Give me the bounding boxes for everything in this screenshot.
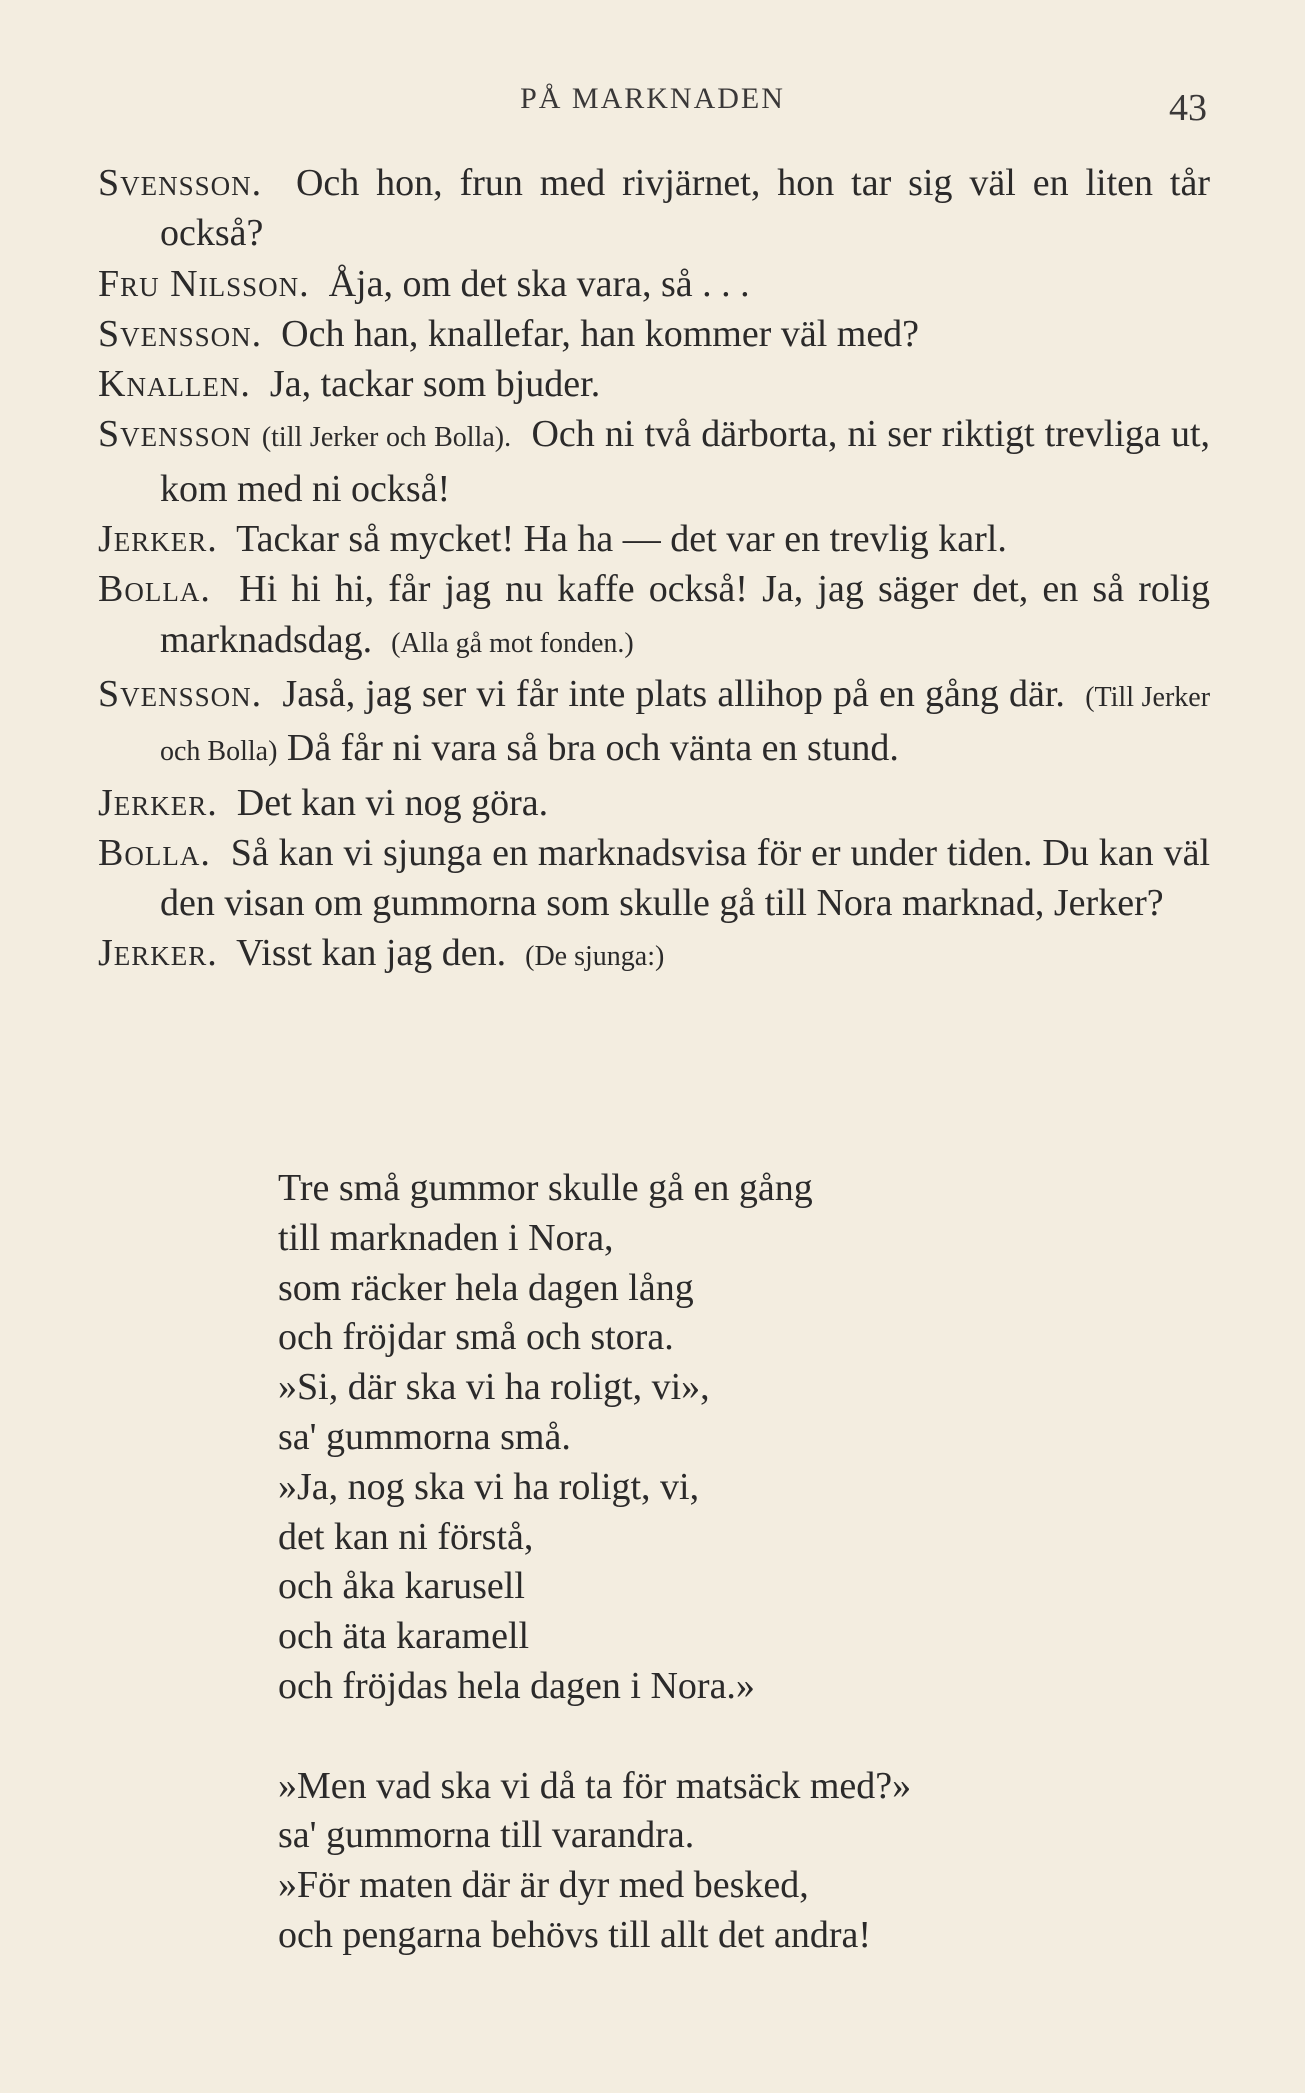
verse-line: och fröjdar små och stora. [278,1316,674,1359]
dialogue-block [98,158,1210,983]
speech-text-continued: Då får ni vara så bra och vänta en stund. [286,727,899,770]
speech-text: Det kan vi nog göra. [236,781,549,824]
dialogue-line [98,409,1210,514]
speech-text: Hi hi hi, får jag nu kaffe också! Ja, jag säger det, en så rolig marknadsdag. [160,568,1210,661]
verse-line: och äta karamell [278,1615,530,1658]
verse-line: sa' gummorna små. [278,1415,571,1458]
stage-direction: (till Jerker och Bolla). [261,422,512,454]
speech-text: Åja, om det ska vara, så . . . [328,262,750,305]
verse-line: Tre små gummor skulle gå en gång [278,1167,813,1209]
speaker-name: Jerker. [98,932,218,975]
verse-line: som räcker hela dagen lång [278,1266,694,1309]
speech-text: Ja, tackar som bjuder. [269,363,601,406]
speaker-name: Knallen. [98,363,251,406]
verse-line: och åka karusell [278,1565,525,1608]
song-verse [278,1164,911,1961]
verse-line: »Ja, nog ska vi ha roligt, vi, [278,1465,700,1508]
speech-text: Och hon, frun med rivjärnet, hon tar sig väl en liten tår också? [160,162,1210,255]
speech-text: Visst kan jag den. [236,932,507,975]
verse-line: till marknaden i Nora, [278,1216,614,1259]
stanza [278,1164,911,1712]
speaker-name: Bolla. [98,831,211,874]
speech-text: Jaså, jag ser vi får inte plats allihop på en gång där. [282,672,1065,715]
speaker-name: Svensson. [98,162,263,204]
verse-line: »Men vad ska vi då ta för matsäck med?» [278,1764,912,1807]
verse-line: »Si, där ska vi ha roligt, vi», [278,1366,710,1409]
dialogue-line [98,778,1210,828]
verse-line: »För maten där är dyr med besked, [278,1864,809,1907]
speech-text: Och ni två därborta, ni ser riktigt trevliga ut, kom med ni också! [160,413,1211,510]
speech-text: Och han, knallefar, han kommer väl med? [281,312,920,355]
dialogue-line [98,828,1210,929]
speaker-name: Svensson. [98,672,263,715]
dialogue-line [98,158,1210,259]
dialogue-line [98,259,1210,309]
dialogue-line [98,669,1210,778]
speaker-name: Bolla. [98,568,211,611]
dialogue-line [98,928,1210,982]
stanza [278,1762,911,1961]
speaker-name: Svensson [98,413,252,456]
dialogue-line [98,514,1210,564]
speaker-name: Fru Nilsson. [98,262,310,305]
stage-direction: (Till Jerker och Bolla) [160,681,1211,768]
dialogue-line [98,564,1210,669]
speaker-name: Svensson. [98,312,263,355]
dialogue-line [98,309,1210,359]
speech-text: Så kan vi sjunga en marknadsvisa för er under tiden. Du kan väl den visan om gummorna som skulle gå till Nora marknad, Jerker? [160,831,1211,925]
stage-direction: (De sjunga:) [525,941,665,973]
verse-line: och pengarna behövs till allt det andra! [278,1913,872,1956]
page-number: 43 [1169,87,1207,129]
speech-text: Tackar så mycket! Ha ha — det var en trevlig karl. [236,518,1007,561]
verse-line: det kan ni förstå, [278,1515,534,1558]
speaker-name: Jerker. [98,781,218,824]
verse-line: sa' gummorna till varandra. [278,1814,695,1857]
running-title: PÅ MARKNADEN [520,82,785,115]
verse-line: och fröjdas hela dagen i Nora.» [278,1664,755,1707]
speaker-name: Jerker. [98,518,218,561]
stage-direction: (Alla gå mot fonden.) [391,627,634,659]
dialogue-line [98,359,1210,409]
